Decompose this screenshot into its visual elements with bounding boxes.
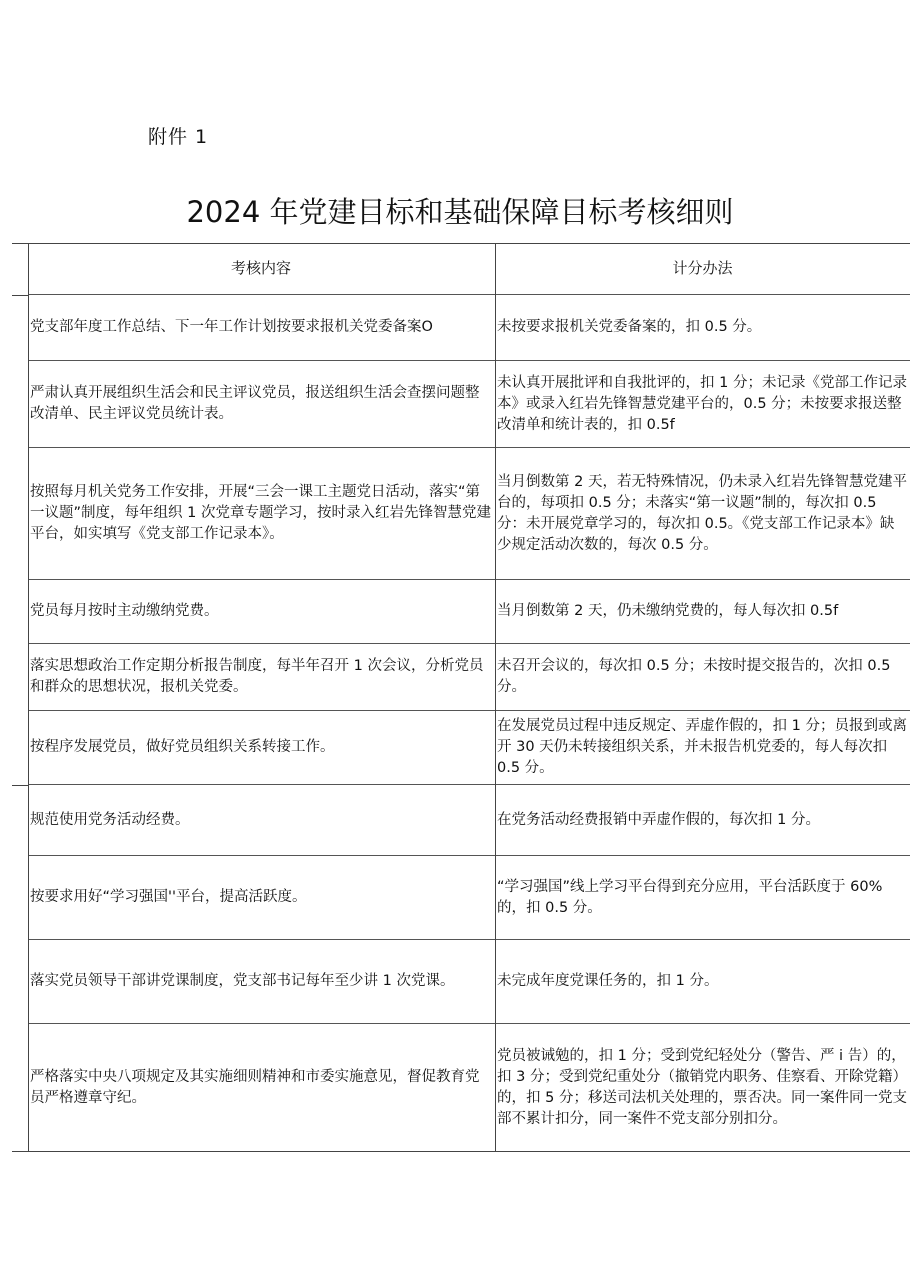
row-method: 在发展党员过程中违反规定、弄虚作假的，扣 1 分；员报到或离开 30 天仍未转接组织关系，并未报告机党委的，每人每次扣 0.5 分。 — [497, 718, 907, 776]
table-row — [28, 711, 910, 785]
row-content: 落实思想政治工作定期分析报告制度，每半年召开 1 次会议，分析党员和群众的思想状况，报机关党委。 — [30, 658, 484, 695]
table-row — [28, 361, 910, 448]
table-stub-line — [12, 295, 28, 296]
table-row — [28, 856, 910, 940]
row-content: 严格落实中央八项规定及其实施细则精神和市委实施意见，督促教育党员严格遵章守纪。 — [30, 1068, 480, 1106]
row-content: 党员每月按时主动缴纳党费。 — [30, 603, 219, 619]
row-method: 当月倒数第 2 天，仍未缴纳党费的，每人每次扣 0.5f — [497, 603, 839, 619]
row-content: 按要求用好“学习强国''平台，提高活跃度。 — [30, 889, 307, 905]
table-column-divider — [495, 243, 496, 1151]
table-row — [28, 644, 910, 711]
column-header-content: 考核内容 — [230, 259, 291, 277]
row-method: “学习强国”线上学习平台得到充分应用，平台活跃度于 60%的，扣 0.5 分。 — [497, 878, 883, 916]
document-title: 2024 年党建目标和基础保障目标考核细则 — [186, 195, 734, 229]
row-content: 规范使用党务活动经费。 — [30, 811, 190, 828]
row-method: 未召开会议的，每次扣 0.5 分；未按时提交报告的，次扣 0.5 分。 — [497, 658, 891, 695]
attachment-label: 附件 1 — [148, 126, 209, 148]
row-method: 在党务活动经费报销中弄虚作假的，每次扣 1 分。 — [497, 811, 820, 828]
row-content: 严肃认真开展组织生活会和民主评议党员，报送组织生活会查摆问题整改清单、民主评议党员统计表。 — [30, 385, 480, 422]
table-row — [28, 785, 910, 856]
column-header-method: 计分办法 — [672, 259, 733, 277]
table-row — [28, 580, 910, 644]
table-row — [28, 940, 910, 1024]
row-method: 当月倒数第 2 天，若无特殊情况，仍未录入红岩先锋智慧党建平台的，每项扣 0.5 分；未落实“第一议题”制的，每次扣 0.5 分：未开展党章学习的，每次扣 0.5。《党支部工作记录本》缺少规定活动次数的，每次 0.5 分。 — [497, 473, 907, 553]
row-method: 未认真开展批评和自我批评的，扣 1 分；未记录《党部工作记录本》或录入红岩先锋智慧党建平台的，0.5 分；未按要求报送整改清单和统计表的，扣 0.5f — [497, 374, 907, 433]
table-stub-line — [12, 785, 28, 786]
row-method: 未按要求报机关党委备案的，扣 0.5 分。 — [497, 319, 762, 335]
table-left-border — [28, 243, 29, 1151]
table-row — [28, 295, 910, 361]
row-content: 落实党员领导干部讲党课制度，党支部书记每年至少讲 1 次党课。 — [30, 973, 455, 989]
table-row — [28, 1024, 910, 1151]
row-content: 按程序发展党员，做好党员组织关系转接工作。 — [30, 739, 335, 755]
table-bottom-rule — [12, 1151, 910, 1152]
table-row — [28, 448, 910, 580]
row-method: 党员被诫勉的，扣 1 分；受到党纪轻处分（警告、严 i 告）的，扣 3 分；受到党纪重处分（撤销党内职务、佳察看、开除党籍）的，扣 5 分；移送司法机关处理的，票否决。同一案件同一党支部不累计扣分，同一案件不党支部分别扣分。 — [497, 1047, 907, 1127]
row-content: 按照每月机关党务工作安排，开展“三会一课工主题党日活动，落实“第一议题”制度，每年组织 1 次党章专题学习，按时录入红岩先锋智慧党建平台，如实填写《党支部工作记录本》。 — [30, 484, 491, 542]
row-content: 党支部年度工作总结、下一年工作计划按要求报机关党委备案O — [30, 319, 433, 335]
table-header-row — [28, 243, 910, 295]
row-method: 未完成年度党课任务的，扣 1 分。 — [497, 973, 719, 989]
